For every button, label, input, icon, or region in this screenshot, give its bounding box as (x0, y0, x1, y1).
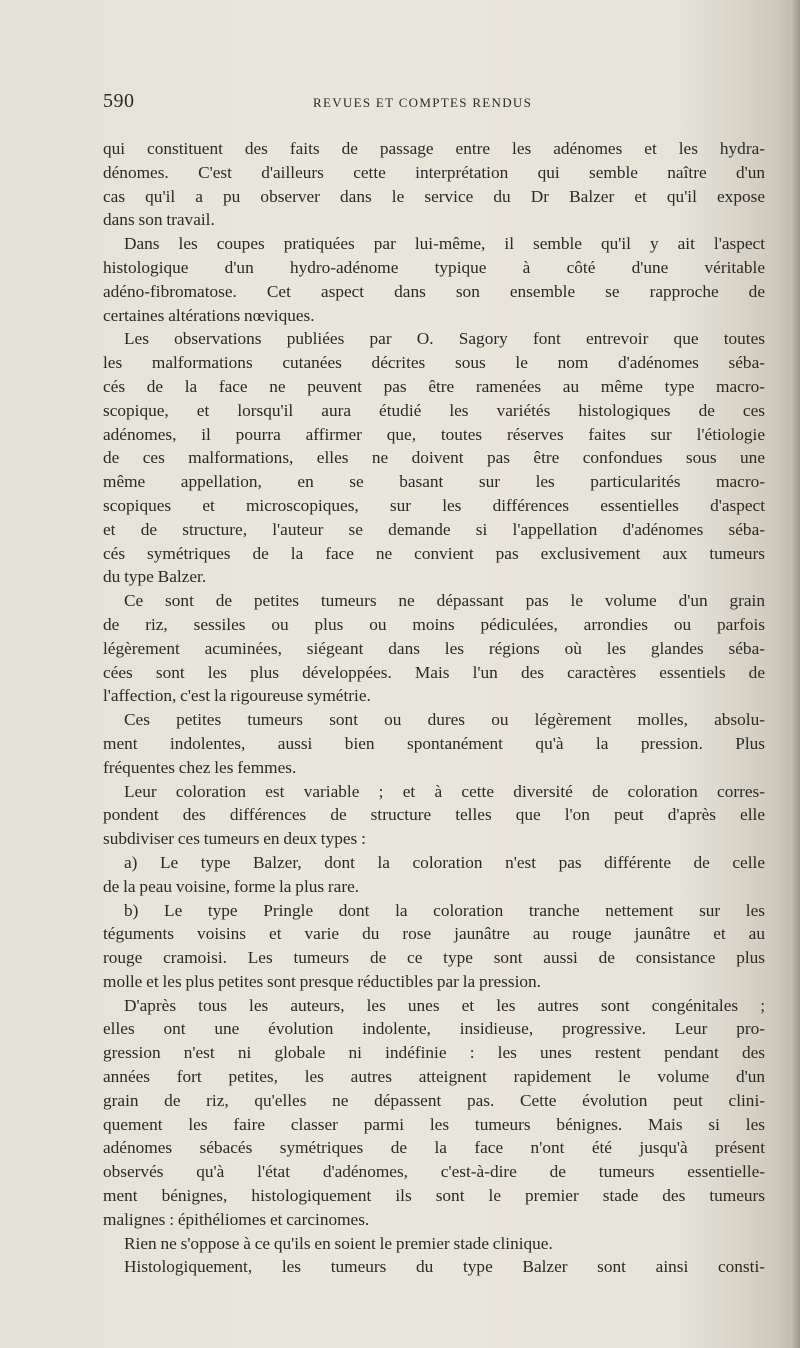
text-line: a) Le type Balzer, dont la coloration n'est pas différente de celle (124, 852, 765, 872)
page-edge-shadow (790, 0, 800, 1348)
text-line: Ce sont de petites tumeurs ne dépassant pas le volume d'un grain (124, 591, 765, 611)
text-line: Ces petites tumeurs sont ou dures ou légèrement molles, absolu- (124, 710, 765, 730)
text-line: adénomes sébacés symétriques de la face n'ont été jusqu'à présent (103, 1138, 765, 1158)
text-line: Leur coloration est variable ; et à cette diversité de coloration corres- (124, 781, 765, 801)
text-line: subdiviser ces tumeurs en deux types : (103, 829, 366, 849)
text-line: histologique d'un hydro-adénome typique à côté d'une véritable (103, 257, 765, 277)
text-line: ment indolentes, aussi bien spontanément qu'à la pression. Plus (103, 733, 765, 753)
text-line: téguments voisins et varie du rose jaunâtre au rouge jaunâtre et au (103, 924, 765, 944)
text-line: cées sont les plus développées. Mais l'un des caractères essentiels de (103, 662, 765, 682)
text-line: cés symétriques de la face ne convient pas exclusivement aux tumeurs (103, 543, 765, 563)
text-line: du type Balzer. (103, 567, 207, 587)
text-line: années fort petites, les autres atteignent rapidement le volume d'un (103, 1067, 765, 1087)
text-line: Histologiquement, les tumeurs du type Balzer sont ainsi consti- (124, 1257, 765, 1277)
text-line: rouge cramoisi. Les tumeurs de ce type sont aussi de consistance plus (103, 948, 765, 968)
text-line: dans son travail. (103, 210, 215, 230)
text-line: les malformations cutanées décrites sous le nom d'adénomes séba- (103, 353, 765, 373)
text-line: b) Le type Pringle dont la coloration tranche nettement sur les (124, 900, 765, 920)
text-line: adéno-fibromatose. Cet aspect dans son ensemble se rapproche de (103, 281, 765, 301)
text-line: de la peau voisine, forme la plus rare. (103, 876, 360, 896)
body-text (103, 137, 765, 1279)
running-title: REVUES ET COMPTES RENDUS (313, 95, 533, 110)
text-line: adénomes, il pourra affirmer que, toutes réserves faites sur l'étiologie (103, 424, 765, 444)
text-line: qui constituent des faits de passage entre les adénomes et les hydra- (103, 139, 765, 158)
text-line: l'affection, c'est la rigoureuse symétrie. (103, 686, 371, 706)
text-line: scopique, et lorsqu'il aura étudié les variétés histologiques de ces (103, 400, 765, 420)
text-line: ment bénignes, histologiquement ils sont le premier stade des tumeurs (103, 1186, 765, 1206)
text-line: certaines altérations nœviques. (103, 305, 315, 325)
text-line: cés de la face ne peuvent pas être ramenées au même type macro- (103, 376, 765, 396)
text-line: quement les faire classer parmi les tumeurs bénignes. Mais si les (103, 1114, 765, 1134)
text-line: dénomes. C'est d'ailleurs cette interprétation qui semble naître d'un (103, 162, 765, 182)
text-line: Dans les coupes pratiquées par lui-même, il semble qu'il y ait l'aspect (124, 234, 765, 254)
page-number: 590 (103, 90, 135, 112)
text-line: grain de riz, qu'elles ne dépassent pas. Cette évolution peut clini- (103, 1090, 765, 1110)
text-line: cas qu'il a pu observer dans le service du Dr Balzer et qu'il expose (103, 186, 765, 206)
page-header (103, 90, 763, 120)
text-line: Les observations publiées par O. Sagory font entrevoir que toutes (124, 329, 765, 349)
text-line: malignes : épithéliomes et carcinomes. (103, 1209, 370, 1229)
text-line: même appellation, en se basant sur les particularités macro- (103, 472, 765, 492)
text-line: légèrement acuminées, siégeant dans les régions où les glandes séba- (103, 638, 765, 658)
text-line: gression n'est ni globale ni indéfinie : les unes restent pendant des (103, 1043, 765, 1063)
text-line: D'après tous les auteurs, les unes et les autres sont congénitales ; (124, 995, 765, 1015)
text-line: de ces malformations, elles ne doivent pas être confondues sous une (103, 448, 765, 468)
text-line: et de structure, l'auteur se demande si l'appellation d'adénomes séba- (103, 519, 765, 539)
text-line: de riz, sessiles ou plus ou moins pédiculées, arrondies ou parfois (103, 614, 765, 634)
text-line: observés qu'à l'état d'adénomes, c'est-à-dire de tumeurs essentielle- (103, 1162, 765, 1182)
text-line: Rien ne s'oppose à ce qu'ils en soient le premier stade clinique. (124, 1233, 553, 1253)
text-line: molle et les plus petites sont presque réductibles par la pression. (103, 971, 541, 991)
text-line: scopiques et microscopiques, sur les différences essentielles d'aspect (103, 495, 765, 515)
text-line: pondent des différences de structure telles que l'on peut d'après elle (103, 805, 765, 825)
text-line: elles ont une évolution indolente, insidieuse, progressive. Leur pro- (103, 1019, 765, 1039)
text-line: fréquentes chez les femmes. (103, 757, 297, 777)
